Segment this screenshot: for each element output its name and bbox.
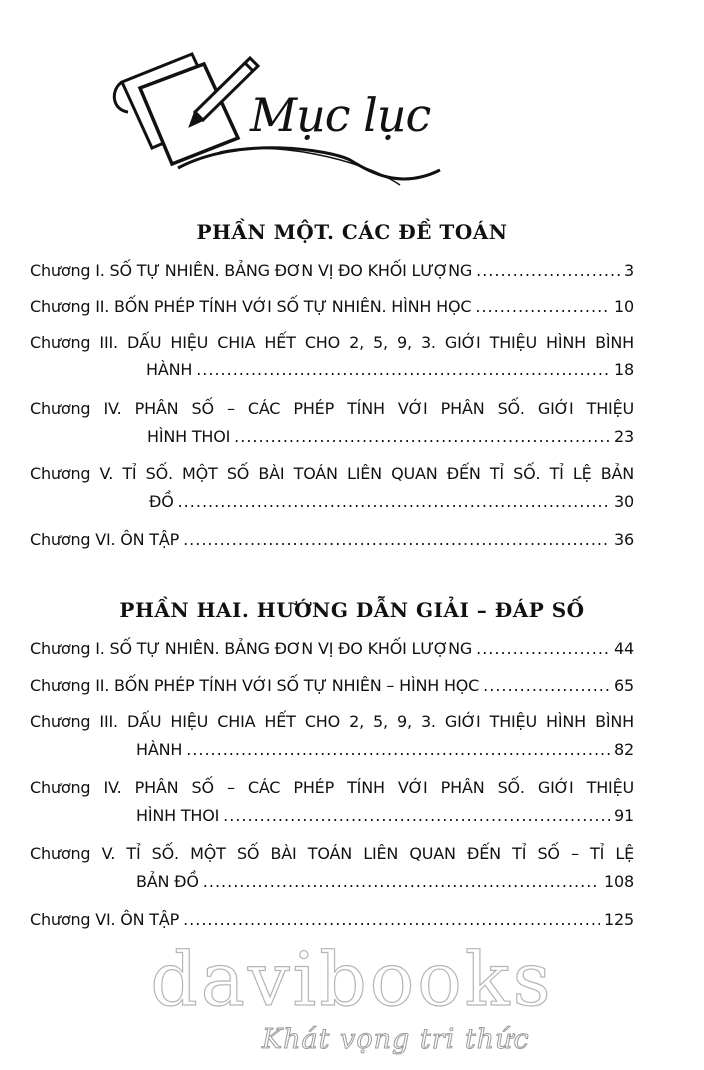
entry-text: Chương V. TỈ SỐ. MỘT SỐ BÀI TOÁN LIÊN QUAN ĐẾN TỈ SỐ – TỈ LỆ: [30, 844, 634, 863]
toc-entry[interactable]: [30, 778, 634, 826]
entry-page: 44: [614, 639, 634, 658]
entry-text: Chương I. SỐ TỰ NHIÊN. BẢNG ĐƠN VỊ ĐO KHỐI LƯỢNG: [30, 639, 473, 658]
watermark-brand: davibooks: [150, 937, 554, 1023]
entry-text: Chương VI. ÔN TẬP: [30, 530, 180, 549]
entry-text: Chương IV. PHÂN SỐ – CÁC PHÉP TÍNH VỚI PHÂN SỐ. GIỚI THIỆU: [30, 399, 634, 418]
entry-text: Chương II. BỐN PHÉP TÍNH VỚI SỐ TỰ NHIÊN – HÌNH HỌC: [30, 676, 480, 695]
entry-page: 36: [614, 530, 634, 549]
toc-entry[interactable]: [30, 399, 634, 447]
part2-title: PHẦN HAI. HƯỚNG DẪN GIẢI – ĐÁP SỐ: [119, 598, 585, 622]
toc-entry[interactable]: [30, 676, 634, 696]
leader-dots: [476, 261, 620, 281]
leader-dots: [196, 360, 610, 380]
toc-entry[interactable]: [30, 297, 634, 317]
entry-text-cont: HÌNH THOI: [147, 427, 231, 446]
leader-dots: [183, 530, 610, 550]
entry-page: 30: [614, 492, 634, 511]
entry-text-cont: BẢN ĐỒ: [136, 872, 199, 891]
watermark: [0, 937, 704, 1055]
entry-text-cont: HÀNH: [136, 740, 183, 759]
entry-text: Chương I. SỐ TỰ NHIÊN. BẢNG ĐƠN VỊ ĐO KHỐI LƯỢNG: [30, 261, 473, 280]
toc-entry[interactable]: [30, 639, 634, 659]
entry-text: Chương III. DẤU HIỆU CHIA HẾT CHO 2, 5, 9, 3. GIỚI THIỆU HÌNH BÌNH: [30, 333, 634, 352]
entry-page: 18: [614, 360, 634, 379]
leader-dots: [183, 910, 600, 930]
entry-text: Chương V. TỈ SỐ. MỘT SỐ BÀI TOÁN LIÊN QUAN ĐẾN TỈ SỐ. TỈ LỆ BẢN: [30, 464, 634, 483]
entry-page: 82: [614, 740, 634, 759]
leader-dots: [475, 297, 610, 317]
leader-dots: [483, 676, 610, 696]
page-title: Mục lục: [250, 88, 431, 142]
toc-entry[interactable]: [30, 333, 634, 380]
leader-dots: [186, 740, 610, 760]
leader-dots: [223, 806, 610, 826]
entry-text: Chương VI. ÔN TẬP: [30, 910, 180, 929]
entry-text-cont: HÌNH THOI: [136, 806, 220, 825]
part1-title: PHẦN MỘT. CÁC ĐỀ TOÁN: [196, 220, 508, 244]
entry-text-cont: ĐỒ: [149, 492, 174, 511]
watermark-slogan: Khát vọng tri thức: [262, 1024, 530, 1055]
toc-entry[interactable]: [30, 261, 634, 281]
entry-text: Chương III. DẤU HIỆU CHIA HẾT CHO 2, 5, 9, 3. GIỚI THIỆU HÌNH BÌNH: [30, 712, 634, 731]
entry-page: 23: [614, 427, 634, 446]
entry-page: 125: [604, 910, 634, 929]
leader-dots: [203, 872, 600, 892]
entry-page: 3: [624, 261, 634, 280]
entry-page: 65: [614, 676, 634, 695]
toc-entry[interactable]: [30, 910, 634, 930]
entry-text-cont: HÀNH: [146, 360, 193, 379]
leader-dots: [178, 492, 610, 512]
leader-dots: [234, 427, 610, 447]
entry-text: Chương II. BỐN PHÉP TÍNH VỚI SỐ TỰ NHIÊN. HÌNH HỌC: [30, 297, 472, 316]
entry-text: Chương IV. PHÂN SỐ – CÁC PHÉP TÍNH VỚI PHÂN SỐ. GIỚI THIỆU: [30, 778, 634, 797]
toc-header: [100, 40, 460, 200]
entry-page: 10: [614, 297, 634, 316]
toc-entry[interactable]: [30, 844, 634, 892]
leader-dots: [476, 639, 610, 659]
toc-entry[interactable]: [30, 712, 634, 760]
entry-page: 91: [614, 806, 634, 825]
toc-entry[interactable]: [30, 464, 634, 512]
toc-entry[interactable]: [30, 530, 634, 550]
entry-page: 108: [604, 872, 634, 891]
